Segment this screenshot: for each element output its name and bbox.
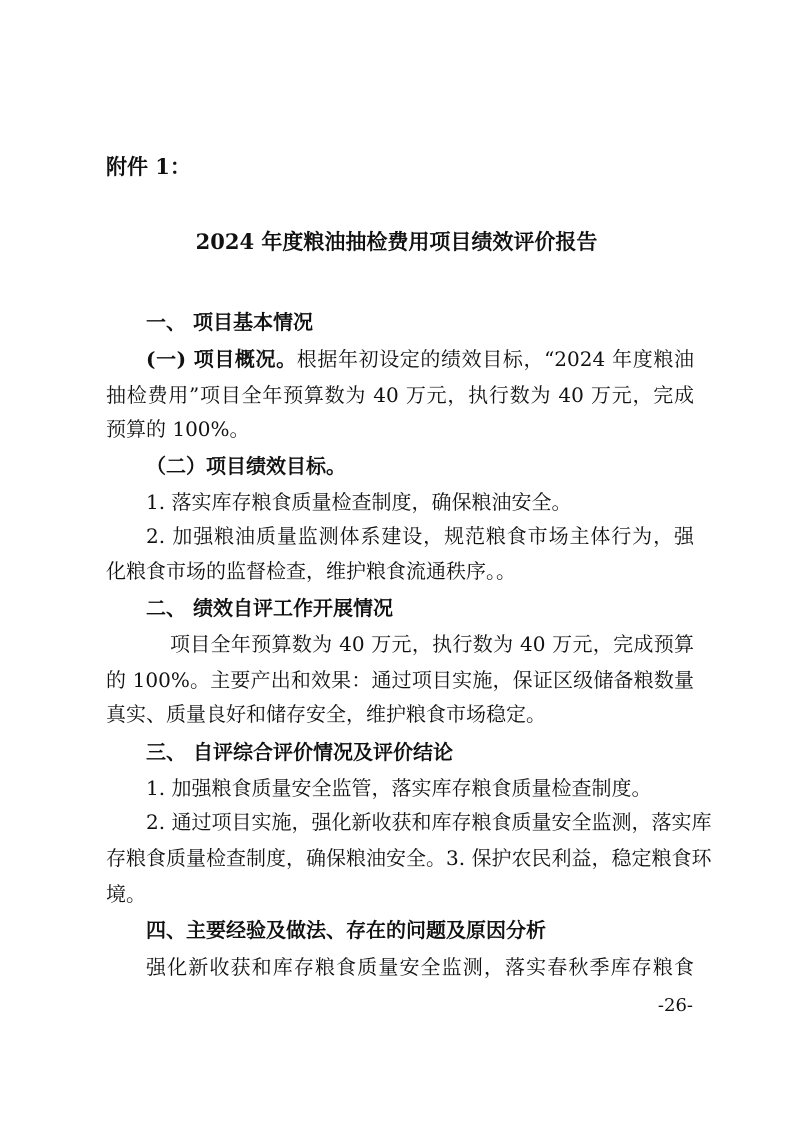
section3-item-1: 1. 加强粮食质量安全监管，落实库存粮食质量检查制度。 (146, 776, 652, 800)
section3-heading: 三、 自评综合评价情况及评价结论 (146, 740, 453, 764)
section3-item-2-line1: 2. 通过项目实施，强化新收获和库存粮食质量安全监测，落实库 (146, 810, 712, 834)
section4-line1: 强化新收获和库存粮食质量安全监测，落实春秋季库存粮食 (146, 955, 694, 979)
goal-item-2-line1: 2. 加强粮油质量监测体系建设，规范粮食市场主体行为，强 (146, 524, 694, 548)
section2-heading: 二、 绩效自评工作开展情况 (146, 596, 393, 620)
section2-line3: 真实、质量良好和储存安全，维护粮食市场稳定。 (106, 702, 546, 726)
overview-line2: 抽检费用”项目全年预算数为 40 万元，执行数为 40 万元，完成 (106, 383, 694, 407)
section3-item-2-line3: 境。 (106, 882, 146, 906)
overview-line1-text: 根据年初设定的绩效目标，“2024 年度粮油 (296, 347, 694, 371)
section4-heading: 四、主要经验及做法、存在的问题及原因分析 (146, 918, 546, 942)
goal-item-2-line2: 化粮食市场的监督检查，维护粮食流通秩序。。 (106, 559, 516, 583)
section1-heading: 一、 项目基本情况 (146, 310, 313, 334)
annex-label: 附件 1： (106, 154, 191, 179)
goals-heading: （二）项目绩效目标。 (146, 454, 346, 478)
goal-item-1: 1. 落实库存粮食质量检查制度，确保粮油安全。 (146, 490, 572, 514)
section2-line2: 的 100%。主要产出和效果：通过项目实施，保证区级储备粮数量 (106, 668, 694, 692)
overview-label: (一) 项目概况。 (146, 347, 297, 371)
document-title: 2024 年度粮油抽检费用项目绩效评价报告 (195, 229, 598, 254)
overview-line1 (146, 345, 694, 373)
page-number: -26- (657, 995, 693, 1016)
section3-item-2-line2: 存粮食质量检查制度，确保粮油安全。3. 保护农民利益，稳定粮食环 (106, 846, 712, 870)
overview-line3: 预算的 100%。 (106, 417, 250, 441)
section2-line1: 项目全年预算数为 40 万元，执行数为 40 万元，完成预算 (170, 632, 694, 656)
